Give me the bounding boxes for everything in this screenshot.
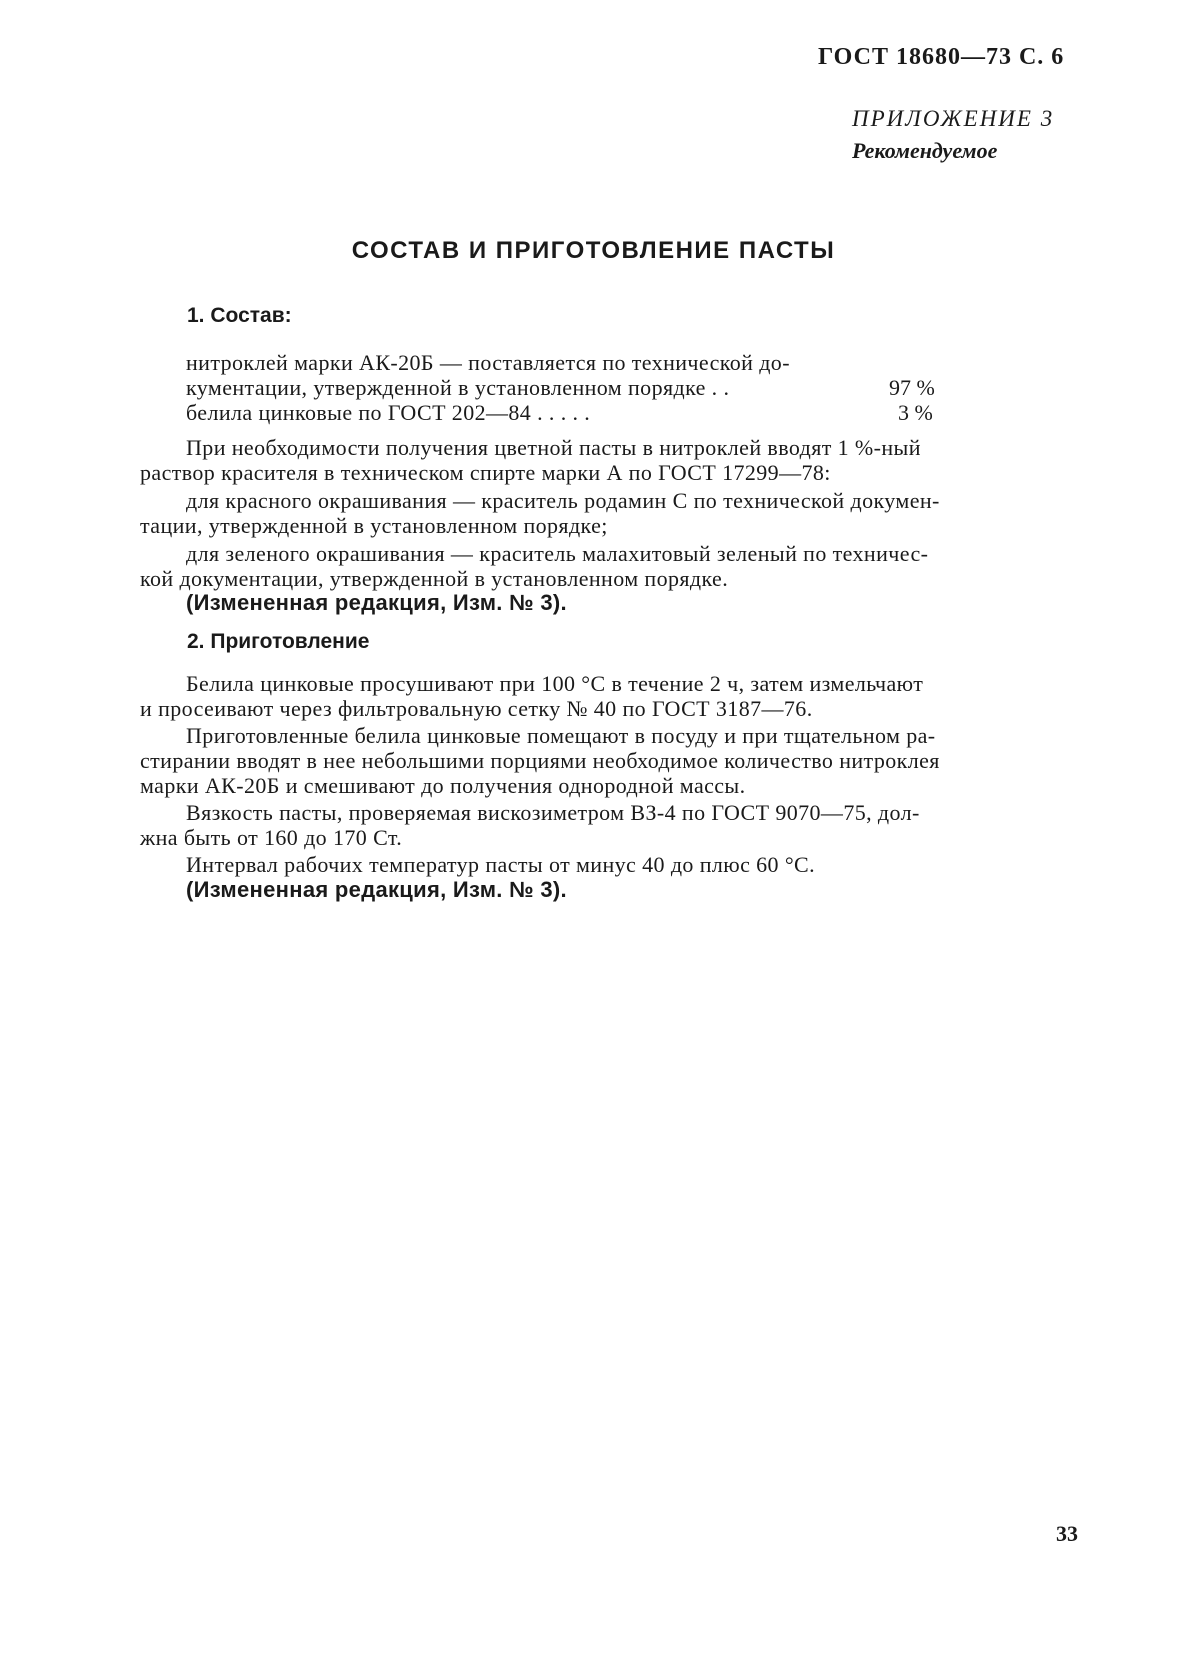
document-title: СОСТАВ И ПРИГОТОВЛЕНИЕ ПАСТЫ — [351, 237, 836, 264]
section-1-paragraph-line: для зеленого окрашивания — краситель малахитовый зеленый по техничес- — [186, 541, 929, 566]
composition-line-1: нитроклей марки АК-20Б — поставляется по технической до- — [186, 350, 790, 375]
section-1-paragraph-line: кой документации, утвержденной в установленном порядке. — [140, 566, 729, 591]
section-2-amendment-note: (Измененная редакция, Изм. № 3). — [186, 877, 567, 902]
section-2-heading: 2. Приготовление — [187, 630, 370, 653]
section-2-paragraph-line: Интервал рабочих температур пасты от минус 40 до плюс 60 °С. — [186, 852, 816, 877]
section-1-paragraph-line: При необходимости получения цветной пасты в нитроклей вводят 1 %-ный — [186, 435, 921, 460]
section-2-paragraph-line: и просеивают через фильтровальную сетку № 40 по ГОСТ 3187—76. — [140, 696, 813, 721]
appendix-status: Рекомендуемое — [852, 138, 998, 163]
page-number: 33 — [1056, 1521, 1078, 1546]
section-2-paragraph-line: марки АК-20Б и смешивают до получения однородной массы. — [140, 773, 746, 798]
section-2-paragraph-line: Приготовленные белила цинковые помещают в посуду и при тщательном ра- — [186, 723, 936, 748]
standard-reference: ГОСТ 18680—73 С. 6 — [818, 44, 1065, 70]
section-1-heading: 1. Состав: — [187, 304, 292, 327]
section-2-paragraph-line: Вязкость пасты, проверяемая вискозиметром ВЗ-4 по ГОСТ 9070—75, дол- — [186, 800, 920, 825]
composition-value-zinc-white: 3 % — [898, 400, 933, 425]
section-1-paragraph-line: для красного окрашивания — краситель родамин С по технической докумен- — [186, 488, 940, 513]
section-2-paragraph-line: Белила цинковые просушивают при 100 °С в течение 2 ч, затем измельчают — [186, 671, 924, 696]
appendix-title: ПРИЛОЖЕНИЕ 3 — [852, 106, 1055, 131]
composition-line-2: кументации, утвержденной в установленном порядке . . — [186, 375, 730, 400]
section-2-paragraph-line: жна быть от 160 до 170 Ст. — [140, 825, 403, 850]
section-2-paragraph-line: стирании вводят в нее небольшими порциями необходимое количество нитроклея — [140, 748, 940, 773]
section-1-amendment-note: (Измененная редакция, Изм. № 3). — [186, 590, 567, 615]
composition-value-nitroglue: 97 % — [889, 375, 935, 400]
section-1-paragraph-line: тации, утвержденной в установленном порядке; — [140, 513, 608, 538]
composition-line-3: белила цинковые по ГОСТ 202—84 . . . . . — [186, 400, 591, 425]
section-1-paragraph-line: раствор красителя в техническом спирте марки А по ГОСТ 17299—78: — [140, 460, 831, 485]
